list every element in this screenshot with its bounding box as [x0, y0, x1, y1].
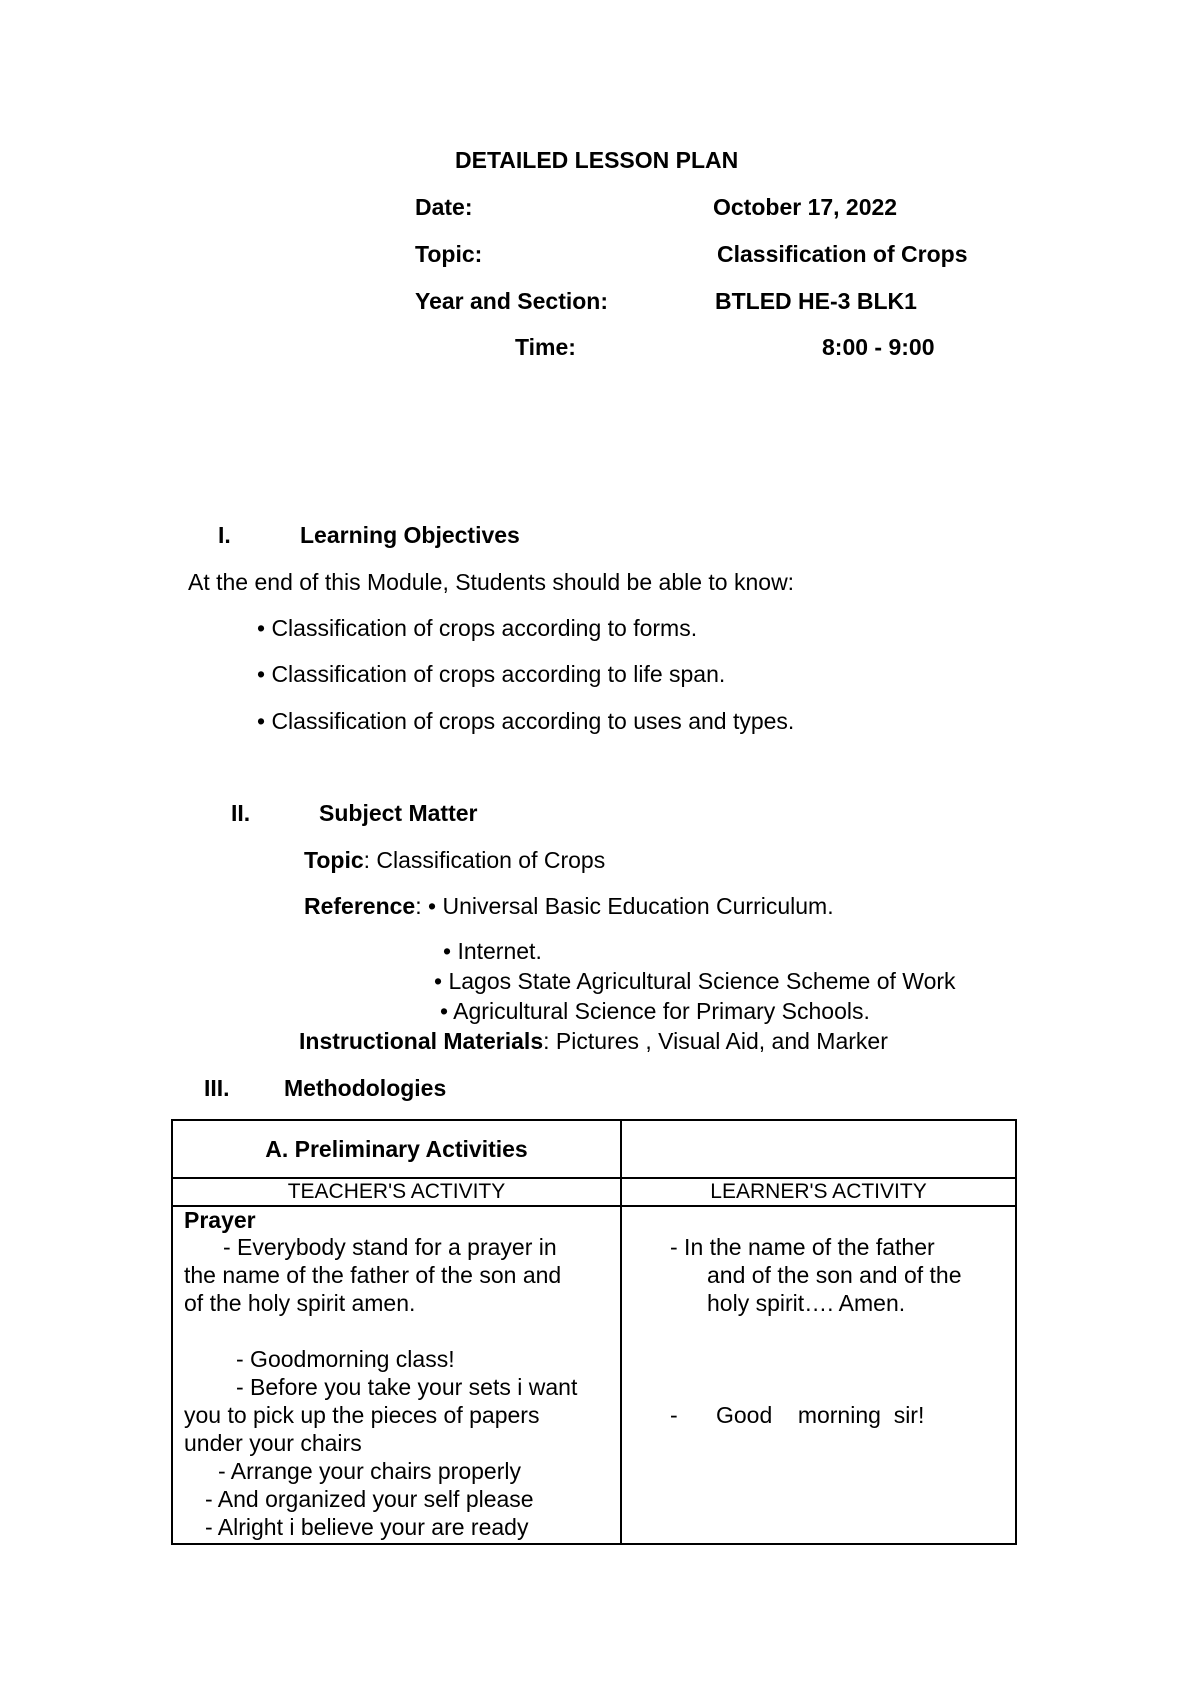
teacher-activity-cell [172, 1206, 621, 1544]
section1-numeral: I. [218, 522, 231, 548]
section3-title: Methodologies [284, 1075, 447, 1101]
section-value: BTLED HE-3 BLK1 [715, 288, 917, 314]
section1-title: Learning Objectives [300, 522, 520, 548]
methodology-table [171, 1119, 1017, 1545]
table-row [172, 1206, 1016, 1544]
learner-line: and of the son and of the [707, 1262, 962, 1288]
learner-activity-header: LEARNER'S ACTIVITY [621, 1178, 1016, 1206]
section2-numeral: II. [231, 800, 251, 826]
section-label: Year and Section: [415, 288, 609, 314]
empty-header-cell [621, 1120, 1016, 1178]
objective-item: • Classification of crops according to forms. [257, 615, 698, 641]
prayer-heading: Prayer [184, 1207, 256, 1233]
reference-item: • Lagos State Agricultural Science Scheme of Work [434, 968, 956, 994]
section3-numeral: III. [204, 1075, 230, 1101]
teacher-line: - Arrange your chairs properly [218, 1458, 521, 1484]
teacher-line: you to pick up the pieces of papers [184, 1402, 540, 1428]
reference-item: : • Universal Basic Education Curriculum. [415, 893, 834, 919]
teacher-line: the name of the father of the son and [184, 1262, 562, 1288]
teacher-line: - And organized your self please [205, 1486, 534, 1512]
subject-reference [304, 893, 834, 920]
learner-line: holy spirit…. Amen. [707, 1290, 906, 1316]
teacher-line: - Goodmorning class! [236, 1346, 455, 1372]
time-value: 8:00 - 9:00 [822, 334, 935, 360]
learner-activity-cell [621, 1206, 1016, 1544]
time-label: Time: [515, 334, 576, 360]
preliminary-activities-header: A. Preliminary Activities [172, 1120, 621, 1178]
topic-value: Classification of Crops [717, 241, 968, 267]
teacher-line: of the holy spirit amen. [184, 1290, 416, 1316]
subject-topic [304, 847, 605, 874]
topic-label: Topic: [415, 241, 483, 267]
table-subheader-row [172, 1178, 1016, 1206]
section2-title: Subject Matter [319, 800, 478, 826]
date-label: Date: [415, 194, 473, 220]
teacher-line: - Alright i believe your are ready [205, 1514, 529, 1540]
teacher-line: under your chairs [184, 1430, 362, 1456]
objectives-intro: At the end of this Module, Students should be able to know: [188, 569, 795, 595]
teacher-activity-header: TEACHER'S ACTIVITY [172, 1178, 621, 1206]
objective-item: • Classification of crops according to life span. [257, 661, 726, 687]
materials-field-label: Instructional Materials [299, 1028, 544, 1054]
materials-field-value: : Pictures , Visual Aid, and Marker [543, 1028, 888, 1054]
topic-field-value: : Classification of Crops [363, 847, 606, 873]
document-title: DETAILED LESSON PLAN [455, 147, 739, 173]
topic-field-label: Topic [304, 847, 364, 873]
reference-field-label: Reference [304, 893, 416, 919]
subject-materials [299, 1028, 888, 1055]
teacher-line: - Before you take your sets i want [236, 1374, 578, 1400]
learner-line: - Good morning sir! [670, 1402, 925, 1428]
reference-item: • Agricultural Science for Primary Schools. [440, 998, 870, 1024]
objective-item: • Classification of crops according to uses and types. [257, 708, 795, 734]
reference-item: • Internet. [443, 938, 542, 964]
table-header-row [172, 1120, 1016, 1178]
date-value: October 17, 2022 [713, 194, 898, 220]
teacher-line: - Everybody stand for a prayer in [223, 1234, 557, 1260]
learner-line: - In the name of the father [670, 1234, 935, 1260]
